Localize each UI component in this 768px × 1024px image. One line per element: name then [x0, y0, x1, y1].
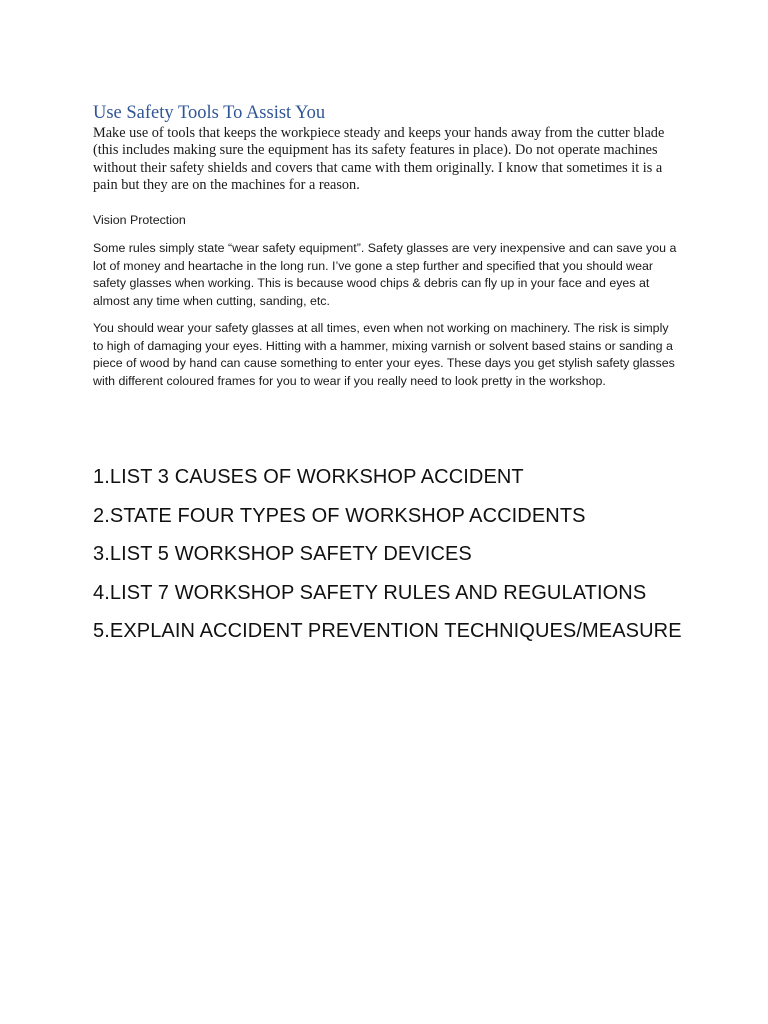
section-heading: Use Safety Tools To Assist You [93, 103, 326, 123]
vision-protection-heading: Vision Protection [93, 213, 186, 227]
vision-paragraph-1: Some rules simply state “wear safety equipment”. Safety glasses are very inexpensive and can save you a lot of money and heartache in the long run. I’ve gone a step further and specified that you should wear safety glasses when working. This is because wood chips & debris can fly up in your face and eyes at almost any time when cutting, sanding, etc. [93, 241, 677, 309]
question-item: 5.EXPLAIN ACCIDENT PREVENTION TECHNIQUES/MEASURE [93, 620, 682, 642]
question-list [93, 463, 733, 656]
question-item: 2.STATE FOUR TYPES OF WORKSHOP ACCIDENTS [93, 504, 586, 527]
question-item: 1.LIST 3 CAUSES OF WORKSHOP ACCIDENT [93, 466, 524, 488]
vision-paragraph-2: You should wear your safety glasses at all times, even when not working on machinery. The risk is simply to high of damaging your eyes. Hitting with a hammer, mixing varnish or solvent based stains or sanding a piece of wood by hand can cause something to enter your eyes. These days you get stylish safety glasses with different coloured frames for you to wear if you really need to look pretty in the workshop. [93, 321, 675, 389]
question-item: 4.LIST 7 WORKSHOP SAFETY RULES AND REGULATIONS [93, 581, 647, 604]
safety-tools-paragraph: Make use of tools that keeps the workpiece steady and keeps your hands away from the cutter blade (this includes making sure the equipment has its safety features in place). Do not operate machines without their safety shields and covers that came with them originally. I know that sometimes it is a pain but they are on the machines for a reason. [93, 125, 665, 194]
question-item: 3.LIST 5 WORKSHOP SAFETY DEVICES [93, 543, 472, 565]
